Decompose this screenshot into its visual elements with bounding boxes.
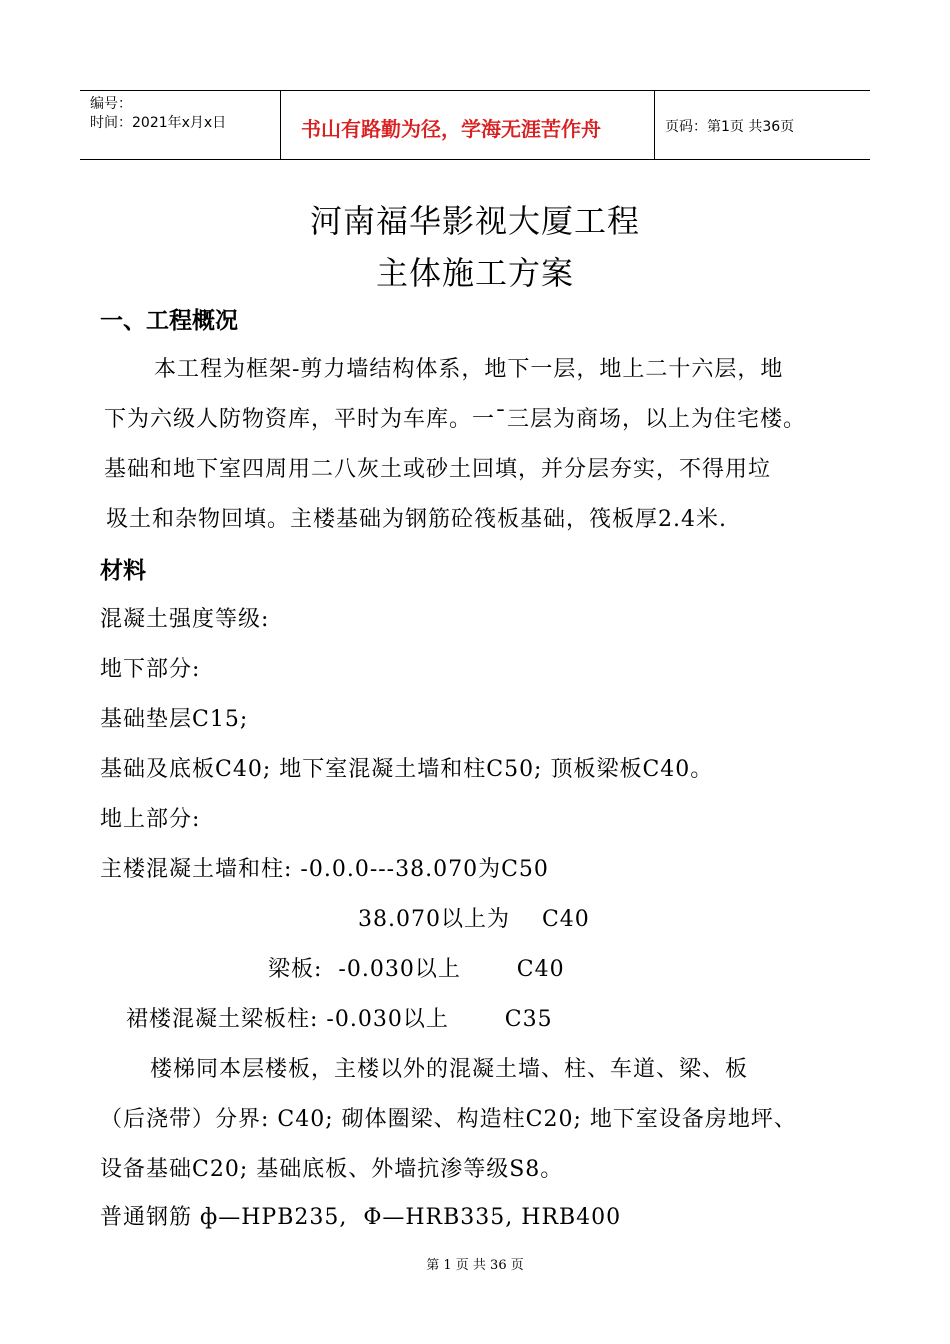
header-info-cell [80, 91, 281, 159]
paragraph-line: 38.070以上为 C40 [358, 907, 590, 932]
paragraph-line: 混凝土强度等级: [100, 607, 270, 632]
paragraph-line: 圾土和杂物回填。主楼基础为钢筋砼筏板基础，筏板厚2.4米. [106, 507, 727, 532]
motto-text: 书山有路勤为径，学海无涯苦作舟 [301, 117, 601, 141]
paragraph-line: 基础及底板C40; 地下室混凝土墙和柱C50; 顶板梁板C40。 [100, 757, 714, 782]
paragraph-line: 基础和地下室四周用二八灰土或砂土回填，并分层夯实，不得用垃 [104, 457, 772, 482]
document-subtitle: 主体施工方案 [375, 254, 574, 292]
section-heading-materials: 材料 [100, 558, 146, 584]
page-info: 页码：第1页 共36页 [665, 119, 795, 135]
paragraph-line: 楼梯同本层楼板，主楼以外的混凝土墙、柱、车道、梁、板 [150, 1057, 749, 1082]
number-label: 编号： [90, 96, 132, 112]
paragraph-line: 地下部分: [100, 657, 201, 682]
header-page-cell [655, 91, 870, 159]
header-motto-cell [281, 91, 655, 159]
paragraph-line: 普通钢筋 ф—HPB235, Φ—HRB335, HRB400 [100, 1205, 622, 1230]
paragraph-line: 本工程为框架-剪力墙结构体系，地下一层，地上二十六层，地 [154, 357, 784, 382]
section-heading-overview: 一、工程概况 [100, 308, 238, 334]
paragraph-line: 主楼混凝土墙和柱: -0.0.0---38.070为C50 [100, 857, 549, 882]
paragraph-line: 设备基础C20; 基础底板、外墙抗渗等级S8。 [100, 1157, 564, 1182]
time-label: 时间：2021年x月x日 [90, 115, 227, 131]
paragraph-line: 基础垫层C15; [100, 707, 249, 732]
paragraph-line: 梁板: -0.030以上 C40 [268, 957, 565, 982]
header-table [80, 90, 870, 160]
page-footer: 第 1 页 共 36 页 [426, 1258, 524, 1273]
paragraph-line: 裙楼混凝土梁板柱: -0.030以上 C35 [126, 1007, 553, 1032]
paragraph-line: 下为六级人防物资库，平时为车库。一ˉ三层为商场，以上为住宅楼。 [104, 407, 807, 432]
paragraph-line: （后浇带）分界: C40; 砌体圈梁、构造柱C20; 地下室设备房地坪、 [100, 1107, 797, 1132]
paragraph-line: 地上部分: [100, 807, 201, 832]
document-title: 河南福华影视大厦工程 [309, 202, 640, 240]
